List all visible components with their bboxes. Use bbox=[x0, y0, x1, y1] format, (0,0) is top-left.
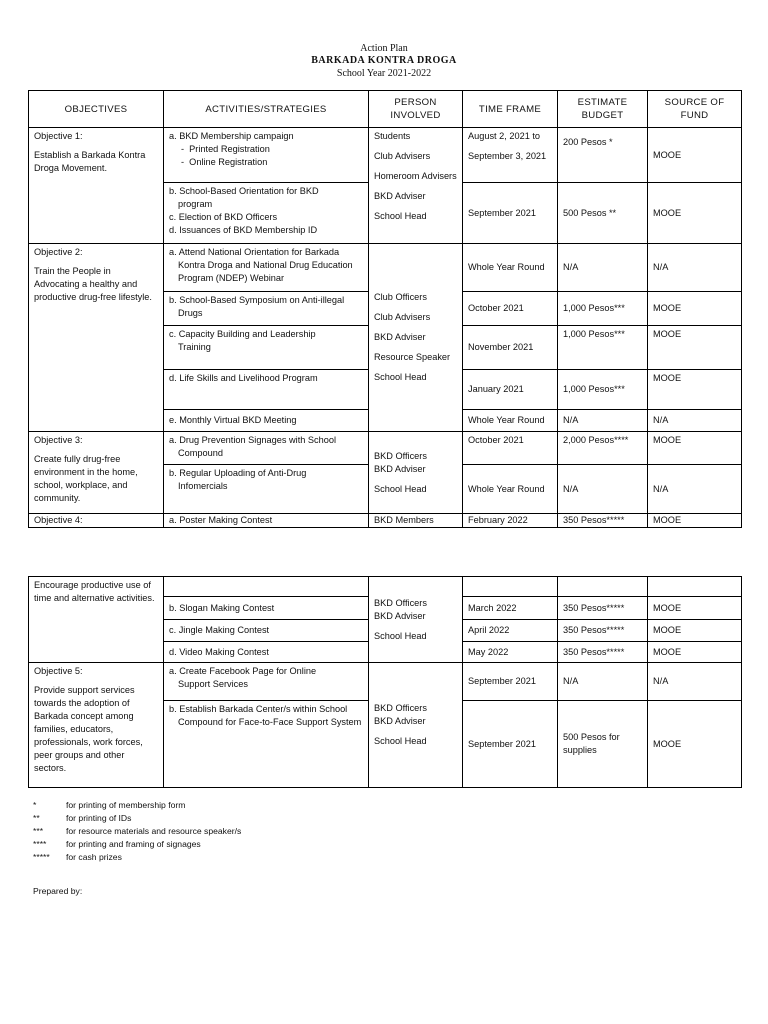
obj1-time-1 bbox=[463, 128, 558, 183]
obj3-activity-a-cell bbox=[164, 432, 369, 465]
obj5-activity-a: a. Create Facebook Page for Online bbox=[169, 666, 317, 676]
col-header-fund: SOURCE OF FUND bbox=[648, 91, 742, 128]
obj1-activity-a-item-2: - Online Registration bbox=[181, 157, 268, 167]
obj1-activity-a-item-1: - Printed Registration bbox=[181, 144, 270, 154]
obj1-budget-2: 500 Pesos ** bbox=[558, 183, 648, 244]
empty-cell bbox=[558, 577, 648, 597]
obj4-activity-b: b. Slogan Making Contest bbox=[164, 597, 369, 620]
obj3-budget-b: N/A bbox=[558, 465, 648, 514]
empty-cell bbox=[463, 577, 558, 597]
obj2-time-b: October 2021 bbox=[463, 292, 558, 326]
obj2-budget-a: N/A bbox=[558, 244, 648, 292]
obj1-fund-1: MOOE bbox=[648, 128, 742, 183]
obj2-activity-c: c. Capacity Building and Leadership bbox=[169, 329, 316, 339]
obj2-time-d: January 2021 bbox=[463, 370, 558, 410]
person-item: BKD Adviser bbox=[374, 191, 426, 201]
obj5-time-b: September 2021 bbox=[463, 701, 558, 788]
objective-5-cell bbox=[29, 663, 164, 788]
objective-3-title: Objective 3: bbox=[34, 435, 83, 445]
obj2-activity-c-cell bbox=[164, 326, 369, 370]
table-row bbox=[29, 577, 742, 597]
obj2-activity-d: d. Life Skills and Livelihood Program bbox=[164, 370, 369, 410]
obj4-budget-b: 350 Pesos***** bbox=[558, 597, 648, 620]
person-item: BKD Adviser bbox=[374, 716, 426, 726]
col-header-activities: ACTIVITIES/STRATEGIES bbox=[164, 91, 369, 128]
table-row bbox=[29, 514, 742, 528]
obj5-budget-b: 500 Pesos for supplies bbox=[558, 701, 648, 788]
obj1-activity-c: c. Election of BKD Officers bbox=[169, 212, 278, 222]
objective-5-desc: Provide support services towards the adoption of Barkada concept among families, educators, professionals, work forces, peer groups and other sectors. bbox=[34, 685, 143, 773]
objective-5-title: Objective 5: bbox=[34, 666, 83, 676]
person-item: School Head bbox=[374, 736, 427, 746]
objective-2-title: Objective 2: bbox=[34, 247, 83, 257]
obj2-activity-e: e. Monthly Virtual BKD Meeting bbox=[164, 410, 369, 432]
obj3-activity-b-cont: Infomercials bbox=[178, 481, 228, 491]
obj1-activity-a: a. BKD Membership campaign bbox=[169, 131, 294, 141]
obj5-fund-a: N/A bbox=[648, 663, 742, 701]
obj3-activity-a-cont: Compound bbox=[178, 448, 223, 458]
obj5-persons-cell bbox=[369, 663, 463, 788]
objective-1-title: Objective 1: bbox=[34, 131, 83, 141]
obj2-activity-a-cont: Kontra Droga and National Drug Education Program (NDEP) Webinar bbox=[178, 260, 353, 283]
objective-3-cell bbox=[29, 432, 164, 514]
obj4-time-d: May 2022 bbox=[463, 642, 558, 663]
doc-title: Action Plan bbox=[360, 43, 408, 54]
obj2-activity-b-cell bbox=[164, 292, 369, 326]
obj4-budget-a: 350 Pesos***** bbox=[558, 514, 648, 528]
obj4-persons-cell bbox=[369, 577, 463, 663]
person-item: BKD Officers bbox=[374, 597, 427, 608]
objective-3-desc: Create fully drug-free environment in the home, school, workplace, and community. bbox=[34, 454, 138, 503]
obj2-activity-b: b. School-Based Symposium on Anti-illegal bbox=[169, 295, 345, 305]
obj3-budget-a: 2,000 Pesos**** bbox=[558, 432, 648, 465]
table-row bbox=[29, 244, 742, 292]
table-row bbox=[29, 128, 742, 183]
obj4-activity-c: c. Jingle Making Contest bbox=[164, 620, 369, 642]
obj2-fund-d: MOOE bbox=[648, 370, 742, 410]
obj5-activity-b-cell bbox=[164, 701, 369, 788]
obj2-fund-b: MOOE bbox=[648, 292, 742, 326]
obj2-budget-e: N/A bbox=[558, 410, 648, 432]
person-item: BKD Adviser bbox=[374, 332, 426, 342]
obj5-time-a: September 2021 bbox=[463, 663, 558, 701]
footnote-1: * for printing of membership form bbox=[33, 800, 186, 810]
obj1-fund-2: MOOE bbox=[648, 183, 742, 244]
obj1-budget-1: 200 Pesos * bbox=[558, 128, 648, 183]
objective-4-cont-cell bbox=[29, 577, 164, 663]
doc-program-name: BARKADA KONTRA DROGA bbox=[311, 55, 457, 66]
person-item: School Head bbox=[374, 372, 427, 382]
obj2-activity-a-cell bbox=[164, 244, 369, 292]
obj4-fund-b: MOOE bbox=[648, 597, 742, 620]
person-item: School Head bbox=[374, 211, 427, 221]
obj5-activity-a-cont: Support Services bbox=[178, 679, 248, 689]
empty-cell bbox=[648, 577, 742, 597]
action-plan-table-2 bbox=[28, 576, 742, 788]
obj2-fund-c: MOOE bbox=[648, 326, 742, 370]
person-item: Club Officers bbox=[374, 292, 427, 302]
person-item: School Head bbox=[374, 630, 427, 641]
col-header-time-frame: TIME FRAME bbox=[463, 91, 558, 128]
obj3-activity-b-cell bbox=[164, 465, 369, 514]
obj1-activity-b-cont: program bbox=[178, 199, 213, 209]
obj5-activity-b-cont: Compound for Face-to-Face Support System bbox=[178, 717, 362, 727]
obj1-time-2: September 2021 bbox=[463, 183, 558, 244]
obj2-activity-a: a. Attend National Orientation for Barkada bbox=[169, 247, 340, 257]
objective-2-desc: Train the People in Advocating a healthy and productive drug-free lifestyle. bbox=[34, 266, 152, 302]
person-item: Club Advisers bbox=[374, 312, 431, 322]
obj5-fund-b: MOOE bbox=[648, 701, 742, 788]
objective-4-title: Objective 4: bbox=[29, 514, 164, 528]
time-text: September 3, 2021 bbox=[468, 151, 547, 161]
obj3-fund-a: MOOE bbox=[648, 432, 742, 465]
obj4-budget-c: 350 Pesos***** bbox=[558, 620, 648, 642]
obj3-activity-b: b. Regular Uploading of Anti-Drug bbox=[169, 468, 307, 478]
obj1-activity-bcd-cell bbox=[164, 183, 369, 244]
person-item: School Head bbox=[374, 483, 427, 494]
obj3-time-b: Whole Year Round bbox=[463, 465, 558, 514]
person-item: BKD Officers bbox=[374, 450, 427, 461]
obj2-activity-c-cont: Training bbox=[178, 342, 211, 352]
footnote-4: **** for printing and framing of signages bbox=[33, 839, 201, 849]
obj3-activity-a: a. Drug Prevention Signages with School bbox=[169, 435, 337, 445]
obj3-time-a: October 2021 bbox=[463, 432, 558, 465]
person-item: BKD Officers bbox=[374, 703, 427, 713]
doc-school-year: School Year 2021-2022 bbox=[336, 68, 432, 79]
person-item: BKD Adviser bbox=[374, 610, 426, 621]
objective-1-cell bbox=[29, 128, 164, 244]
obj1-activity-b: b. School-Based Orientation for BKD bbox=[169, 186, 319, 196]
footnote-3: *** for resource materials and resource speaker/s bbox=[33, 826, 242, 836]
time-text: August 2, 2021 to bbox=[468, 131, 541, 141]
col-header-budget: ESTIMATE BUDGET bbox=[558, 91, 648, 128]
prepared-by-label: Prepared by: bbox=[33, 886, 83, 896]
empty-cell bbox=[164, 577, 369, 597]
obj4-fund-d: MOOE bbox=[648, 642, 742, 663]
objective-1-desc: Establish a Barkada Kontra Droga Movement. bbox=[34, 150, 146, 173]
obj2-activity-b-cont: Drugs bbox=[178, 308, 203, 318]
footnote-2: ** for printing of IDs bbox=[33, 813, 132, 823]
person-item: BKD Adviser bbox=[374, 463, 426, 474]
obj5-activity-a-cell bbox=[164, 663, 369, 701]
obj4-fund-a: MOOE bbox=[648, 514, 742, 528]
obj3-persons-cell bbox=[369, 432, 463, 514]
table-row bbox=[29, 432, 742, 465]
obj4-budget-d: 350 Pesos***** bbox=[558, 642, 648, 663]
person-item: Resource Speaker bbox=[374, 352, 451, 362]
obj2-time-a: Whole Year Round bbox=[463, 244, 558, 292]
col-header-persons: PERSON INVOLVED bbox=[369, 91, 463, 128]
obj2-budget-b: 1,000 Pesos*** bbox=[558, 292, 648, 326]
obj4-time-a: February 2022 bbox=[463, 514, 558, 528]
obj4-time-c: April 2022 bbox=[463, 620, 558, 642]
obj2-fund-a: N/A bbox=[648, 244, 742, 292]
person-item: Club Advisers bbox=[374, 151, 431, 161]
obj1-persons-cell bbox=[369, 128, 463, 244]
action-plan-table-1 bbox=[28, 90, 742, 528]
obj4-activity-d: d. Video Making Contest bbox=[164, 642, 369, 663]
obj1-activity-d: d. Issuances of BKD Membership ID bbox=[169, 225, 318, 235]
person-item: Homeroom Advisers bbox=[374, 171, 457, 181]
obj4-time-b: March 2022 bbox=[463, 597, 558, 620]
table-row bbox=[29, 663, 742, 701]
col-header-objectives: OBJECTIVES bbox=[29, 91, 164, 128]
obj2-time-c: November 2021 bbox=[463, 326, 558, 370]
obj2-budget-d: 1,000 Pesos*** bbox=[558, 370, 648, 410]
obj5-budget-a: N/A bbox=[558, 663, 648, 701]
obj4-activity-a: a. Poster Making Contest bbox=[164, 514, 369, 528]
obj2-budget-c: 1,000 Pesos*** bbox=[558, 326, 648, 370]
obj4-fund-c: MOOE bbox=[648, 620, 742, 642]
table-header-row bbox=[29, 91, 742, 128]
person-item: Students bbox=[374, 131, 411, 141]
obj3-fund-b: N/A bbox=[648, 465, 742, 514]
obj2-fund-e: N/A bbox=[648, 410, 742, 432]
objective-4-desc: Encourage productive use of time and alternative activities. bbox=[34, 580, 155, 603]
obj2-persons-cell bbox=[369, 244, 463, 432]
obj5-activity-b: b. Establish Barkada Center/s within School bbox=[169, 704, 348, 714]
obj2-time-e: Whole Year Round bbox=[463, 410, 558, 432]
objective-2-cell bbox=[29, 244, 164, 432]
obj4-person-a: BKD Members bbox=[369, 514, 463, 528]
obj1-activity-a-cell bbox=[164, 128, 369, 183]
footnote-5: ***** for cash prizes bbox=[33, 852, 122, 862]
